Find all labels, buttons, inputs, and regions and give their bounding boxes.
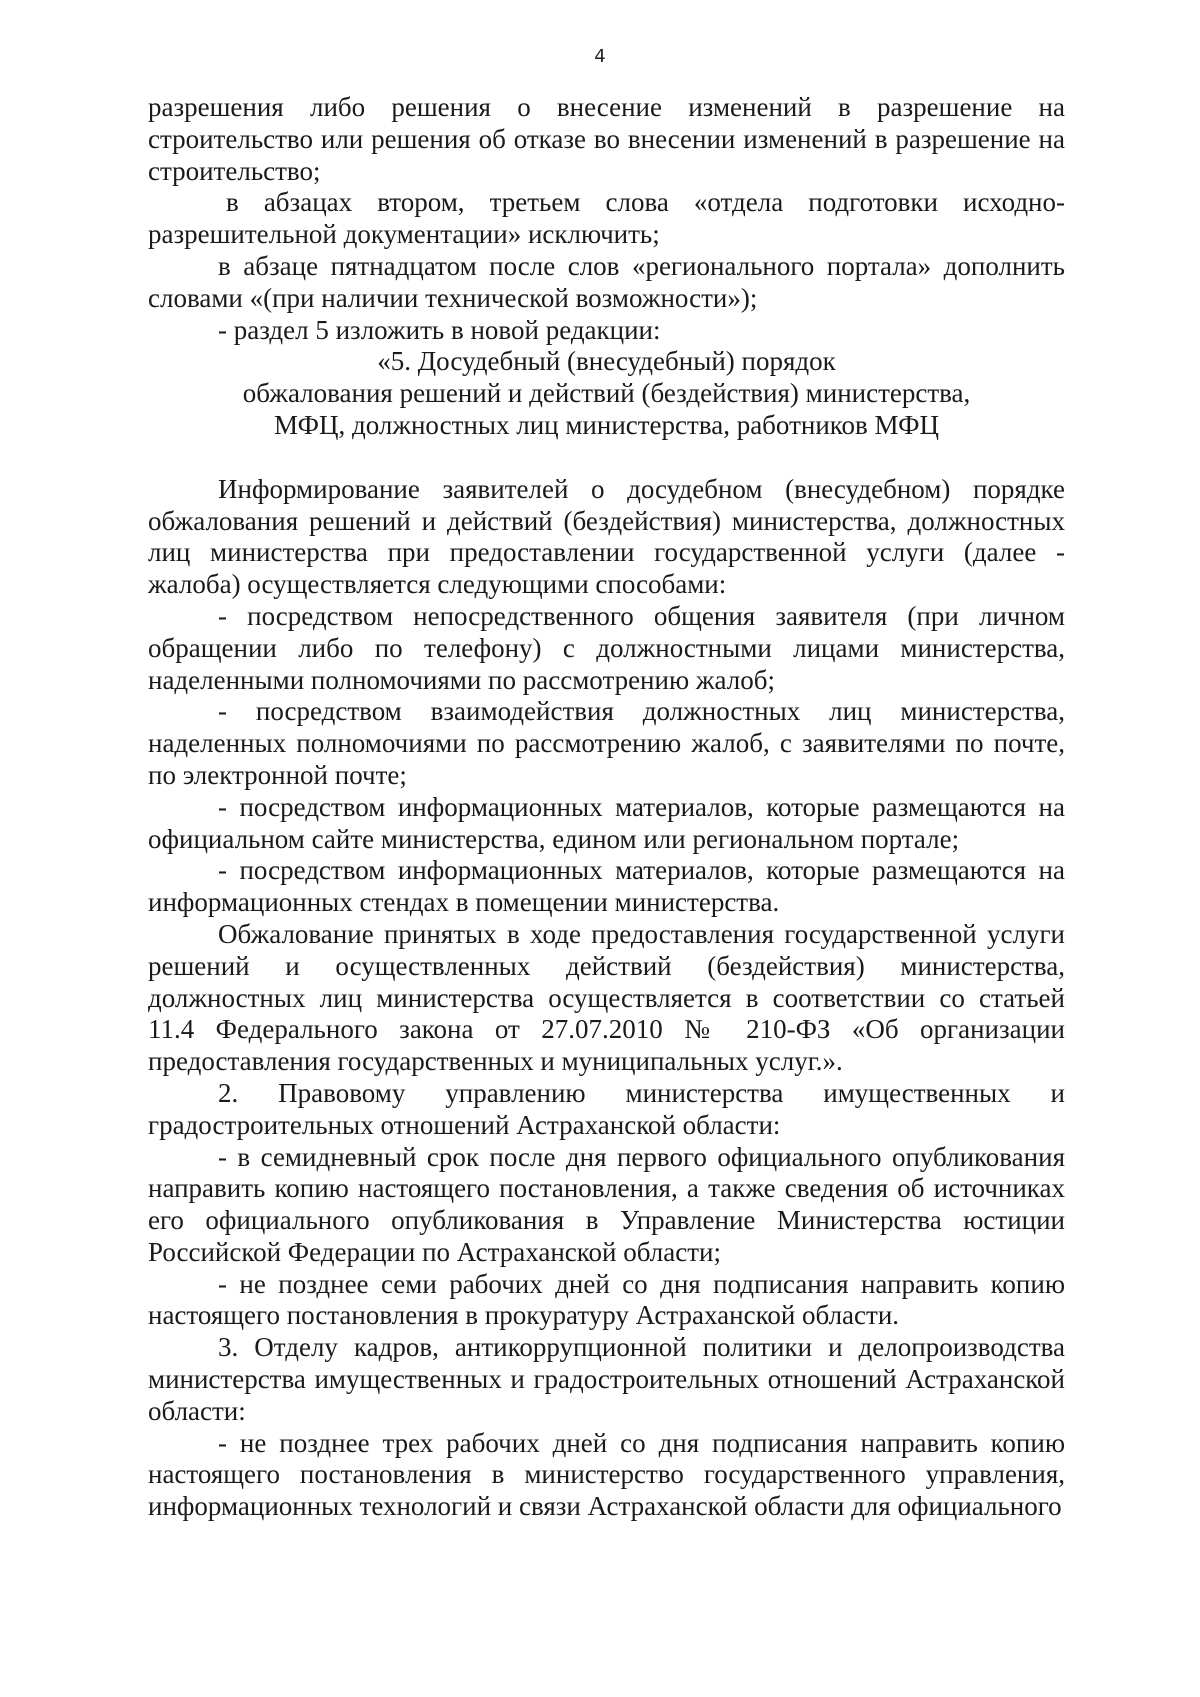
list-item: - посредством непосредственного общения заявителя (при личном обращении либо по телефону) с должностными лицами министерства, наделенными полномочиями по рассмотрению жалоб; (148, 600, 1065, 695)
list-item: - посредством информационных материалов, которые размещаются на информационных стендах в помещении министерства. (148, 855, 1065, 918)
section-heading (148, 346, 1065, 441)
paragraph: в абзаце пятнадцатом после слов «регионального портала» дополнить словами «(при наличии технической возможности»); (148, 250, 1065, 313)
document-body (148, 92, 1065, 1523)
paragraph: разрешения либо решения о внесение изменений в разрешение на строительство или решения об отказе во внесении изменений в разрешение на строительство; (148, 92, 1065, 186)
list-item: - посредством информационных материалов, которые размещаются на официальном сайте министерства, едином или региональном портале; (148, 791, 1065, 854)
section-heading-line: МФЦ, должностных лиц министерства, работников МФЦ (273, 409, 939, 440)
paragraph: в абзацах втором, третьем слова «отдела подготовки исходно-разрешительной документации» исключить; (148, 187, 1065, 250)
list-item: - в семидневный срок после дня первого официального опубликования направить копию настоящего постановления, а также сведения об источниках его официального опубликования в Управление Министерства юстиции Российской Федерации по Астраханской области; (148, 1141, 1065, 1267)
numbered-paragraph: 3. Отделу кадров, антикоррупционной политики и делопроизводства министерства имущественных и градостроительных отношений Астраханской области: (148, 1332, 1065, 1426)
list-item: - не позднее семи рабочих дней со дня подписания направить копию настоящего постановления в прокуратуру Астраханской области. (148, 1268, 1065, 1331)
section-heading-line: обжалования решений и действий (бездействия) министерства, (242, 378, 971, 409)
paragraph: - раздел 5 изложить в новой редакции: (218, 314, 661, 345)
section-heading-line: «5. Досудебный (внесудебный) порядок (377, 346, 836, 377)
list-item: - не позднее трех рабочих дней со дня подписания направить копию настоящего постановления в министерство государственного управления, информационных технологий и связи Астраханской области для официального (148, 1427, 1065, 1522)
page-number: 4 (594, 46, 606, 67)
list-item: - посредством взаимодействия должностных лиц министерства, наделенных полномочиями по рассмотрению жалоб, с заявителями по почте, по электронной почте; (148, 696, 1065, 790)
paragraph: Информирование заявителей о досудебном (внесудебном) порядке обжалования решений и действий (бездействия) министерства, должностных лиц министерства при предоставлении государственной услуги (далее - жалоба) осуществляется следующими способами: (148, 473, 1065, 600)
numbered-paragraph: 2. Правовому управлению министерства имущественных и градостроительных отношений Астраханской области: (148, 1077, 1065, 1140)
paragraph: Обжалование принятых в ходе предоставления государственной услуги решений и осуществленных действий (бездействия) министерства, должностных лиц министерства осуществляется в соответствии со статьей 11.4 Федерального закона от 27.07.2010 № 210-ФЗ «Об организации предоставления государственных и муниципальных услуг.». (148, 918, 1065, 1077)
